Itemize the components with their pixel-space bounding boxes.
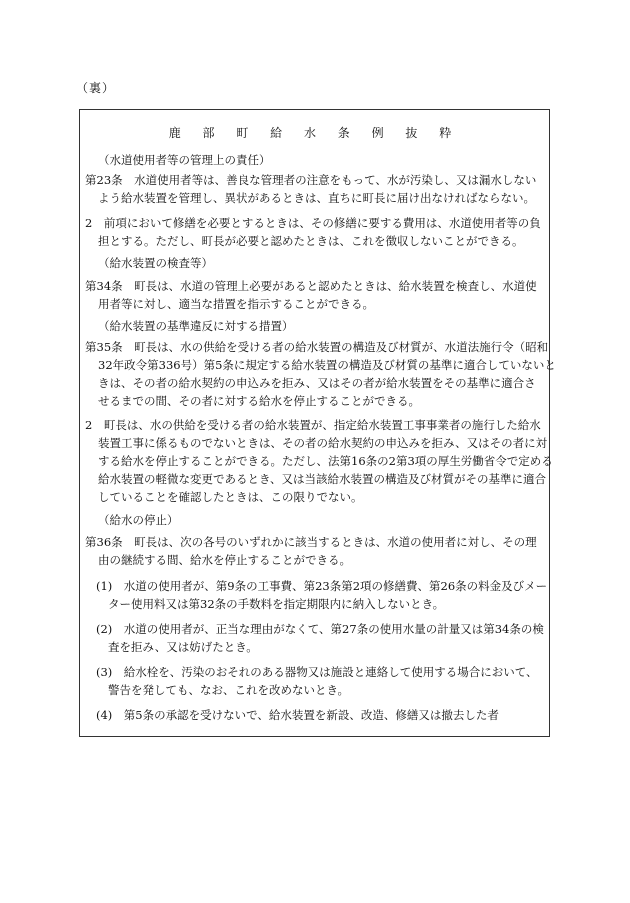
section-heading: （給水の停止） [98, 513, 179, 527]
document-title: 鹿 部 町 給 水 条 例 抜 粋 [168, 126, 461, 140]
article-line: 用者等に対し、適当な措置を指示することができる。 [98, 297, 374, 311]
article-line: よう給水装置を管理し、異状があるときは、直ちに町長に届け出なければならない。 [98, 191, 535, 205]
list-item: (3) 給水栓を、汚染のおそれのある器物又は施設と連絡して使用する場合において、 [96, 665, 538, 679]
article-line: 給水装置の軽微な変更であるとき、又は当該給水装置の構造及び材質がその基準に適合 [98, 472, 547, 486]
list-item: (4) 第5条の承認を受けないで、給水装置を新設、改造、修繕又は撤去した者 [96, 708, 499, 722]
page-side-label: （裏） [76, 81, 116, 95]
section-heading: （給水装置の検査等） [98, 256, 213, 270]
article-line: 第35条 町長は、水の供給を受ける者の給水装置の構造及び材質が、水道法施行令（昭和 [85, 340, 549, 354]
article-line: 由の継続する間、給水を停止することができる。 [98, 553, 351, 567]
article-line: する給水を停止することができる。ただし、法第16条の2第3項の厚生労働省令で定める [98, 454, 553, 468]
article-line: 装置工事に係るものでないときは、その者の給水契約の申込みを拒み、又はその者に対 [98, 436, 548, 450]
article-line: 2 前項において修繕を必要とするときは、その修繕に要する費用は、水道使用者等の負 [85, 216, 541, 230]
list-item: (1) 水道の使用者が、第9条の工事費、第23条第2項の修繕費、第26条の料金及びメー [96, 579, 548, 593]
article-line: していることを確認したときは、この限りでない。 [98, 490, 363, 504]
article-line: 第34条 町長は、水道の管理上必要があると認めたときは、給水装置を検査し、水道使 [85, 279, 537, 293]
article-line: 第36条 町長は、次の各号のいずれかに該当するときは、水道の使用者に対し、その理 [85, 535, 537, 549]
list-item: ター使用料又は第32条の手数料を指定期限内に納入しないとき。 [108, 597, 445, 611]
document-frame [79, 109, 556, 737]
list-item: (2) 水道の使用者が、正当な理由がなくて、第27条の使用水量の計量又は第34条の検 [96, 622, 544, 636]
list-item: 査を拒み、又は妨げたとき。 [108, 640, 258, 654]
article-line: 32年政令第336号）第5条に規定する給水装置の構造及び材質の基準に適合していないと [98, 358, 556, 372]
list-item: 警告を発しても、なお、これを改めないとき。 [108, 683, 350, 697]
section-heading: （水道使用者等の管理上の責任） [98, 153, 271, 167]
article-line: 2 町長は、水の供給を受ける者の給水装置が、指定給水装置工事事業者の施行した給水 [85, 418, 541, 432]
article-line: 第23条 水道使用者等は、善良な管理者の注意をもって、水が汚染し、又は漏水しない [85, 173, 537, 187]
article-line: きは、その者の給水契約の申込みを拒み、又はその者が給水装置をその基準に適合さ [98, 376, 536, 390]
section-heading: （給水装置の基準違反に対する措置） [98, 319, 294, 333]
article-line: せるまでの間、その者に対する給水を停止することができる。 [98, 394, 420, 408]
article-line: 担とする。ただし、町長が必要と認めたときは、これを徴収しないことができる。 [98, 234, 524, 248]
